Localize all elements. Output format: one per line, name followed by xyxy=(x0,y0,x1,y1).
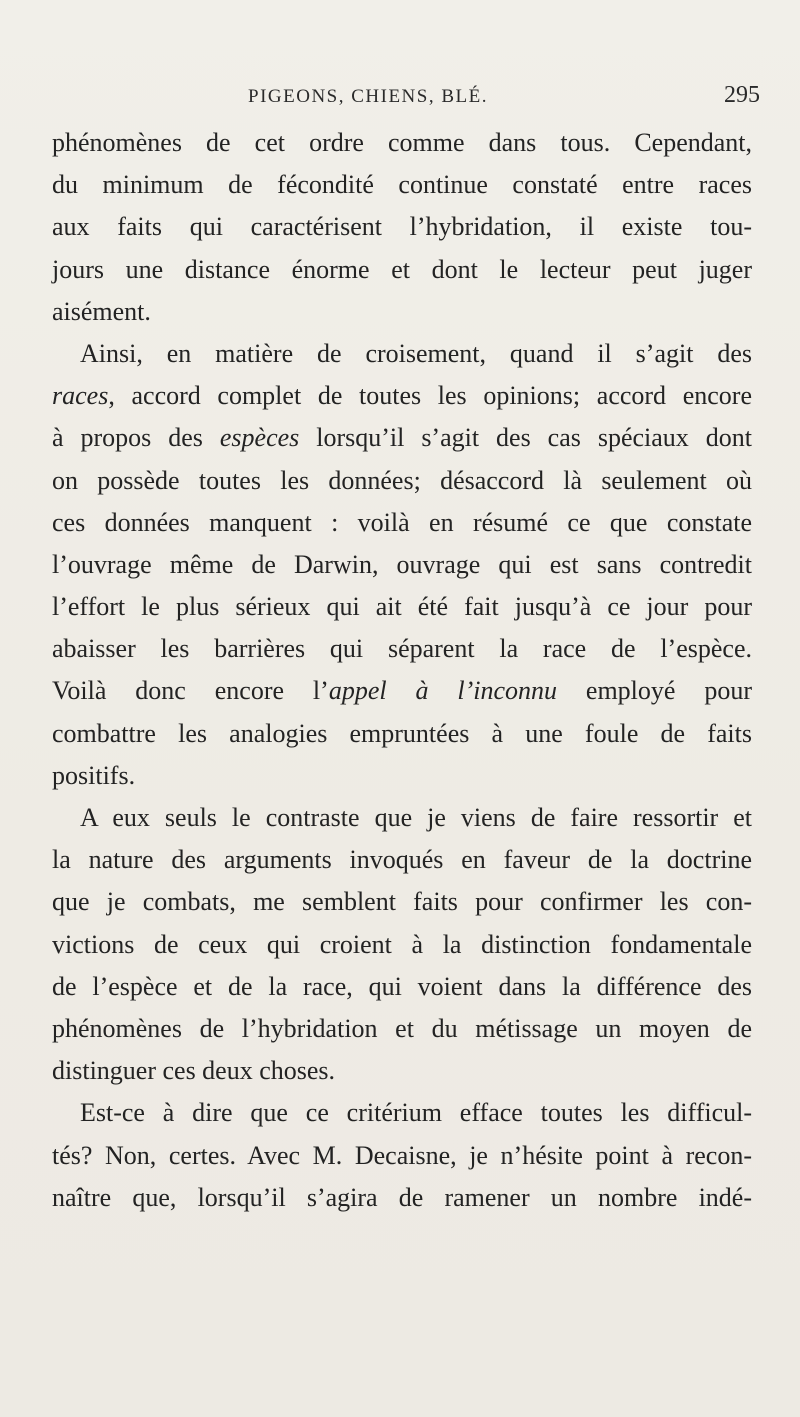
text-line: positifs. xyxy=(52,760,136,790)
text-run: lorsqu’il s’agit des cas spéciaux dont xyxy=(299,423,752,453)
text-line: aisément. xyxy=(52,296,151,326)
text-line: la nature des arguments invoqués en faveur de la doctrine xyxy=(52,845,752,875)
text-line: du minimum de fécondité continue constaté entre races xyxy=(52,170,752,200)
text-line xyxy=(52,375,752,417)
body-text xyxy=(52,122,752,1219)
text-line: aux faits qui caractérisent l’hybridation, il existe tou- xyxy=(52,212,752,242)
text-line: de l’espèce et de la race, qui voient dans la différence des xyxy=(52,971,752,1001)
text-line: victions de ceux qui croient à la distinction fondamentale xyxy=(52,929,752,959)
text-line: tés? Non, certes. Avec M. Decaisne, je n’hésite point à recon- xyxy=(52,1140,752,1170)
italic-term: espèces xyxy=(219,423,300,453)
text-line: l’effort le plus sérieux qui ait été fait jusqu’à ce jour pour xyxy=(52,592,752,622)
text-run: à propos des xyxy=(52,423,220,453)
text-line: phénomènes de cet ordre comme dans tous. Cependant, xyxy=(52,128,752,157)
text-line: naître que, lorsqu’il s’agira de ramener un nombre indé- xyxy=(52,1182,752,1212)
italic-term: appel à l’inconnu xyxy=(328,676,558,706)
text-line xyxy=(52,417,752,459)
text-line: jours une distance énorme et dont le lecteur peut juger xyxy=(52,254,752,284)
text-line: ces données manquent : voilà en résumé ce que constate xyxy=(52,507,752,537)
text-line: phénomènes de l’hybridation et du métissage un moyen de xyxy=(52,1013,752,1043)
text-line: que je combats, me semblent faits pour confirmer les con- xyxy=(52,887,752,917)
running-head xyxy=(52,82,760,116)
running-title: PIGEONS, CHIENS, BLÉ. xyxy=(248,86,488,107)
text-line: distinguer ces deux choses. xyxy=(52,1056,336,1086)
text-line: A eux seuls le contraste que je viens de faire ressortir et xyxy=(80,803,752,832)
italic-term: races xyxy=(52,381,109,411)
text-line: l’ouvrage même de Darwin, ouvrage qui est sans contredit xyxy=(52,549,752,579)
text-line: Ainsi, en matière de croisement, quand il s’agit des xyxy=(80,338,752,368)
text-run: , accord complet de toutes les opinions; accord encore xyxy=(108,381,752,411)
text-line: Est-ce à dire que ce critérium efface toutes les difficul- xyxy=(80,1098,752,1128)
text-run: employé pour xyxy=(557,676,752,706)
text-line xyxy=(52,670,752,712)
text-line: combattre les analogies empruntées à une foule de faits xyxy=(52,718,752,748)
text-run: Voilà donc encore l’ xyxy=(52,676,329,706)
page-number: 295 xyxy=(724,82,760,108)
text-line: abaisser les barrières qui séparent la race de l’espèce. xyxy=(52,634,752,664)
text-line: on possède toutes les données; désaccord là seulement où xyxy=(52,465,752,495)
